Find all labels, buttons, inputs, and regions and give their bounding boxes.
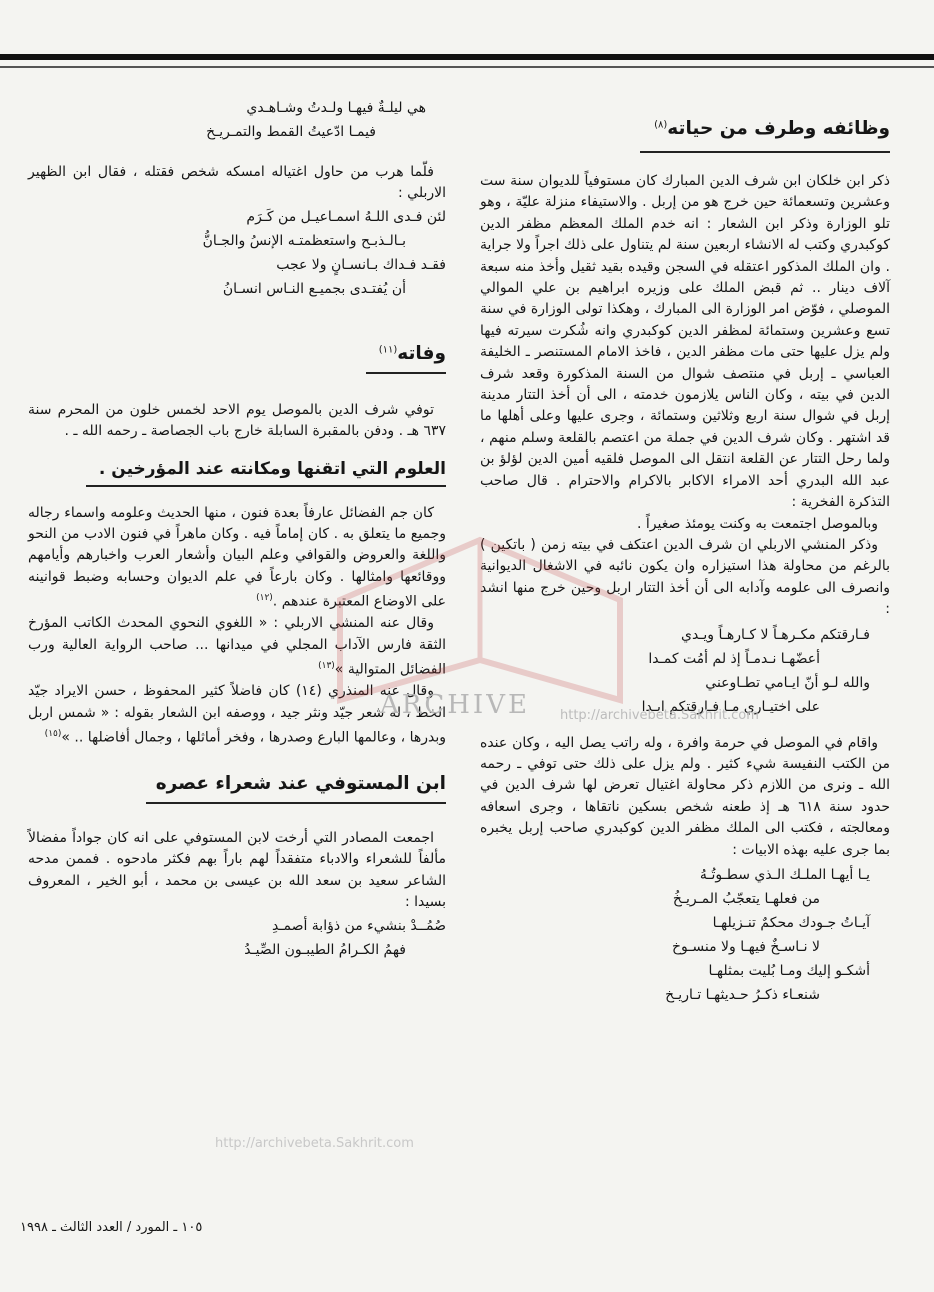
paragraph-text: كان جم الفضائل عارفاً بعدة فنون ، منها الحديث وعلومه واسماء رجاله وجميع ما يتعلق به . كان إماماً فيه . وكان ماهراً في فنون الادب من النحو واللغة والعروض والقوافي وعلم البيان وأشعار العرب واخبارهم وأيامهم ووقائعها وامثالها . وكان بارعاً في علم الديوان وحسابه وضبط قوانينه على الاوضاع المعتبرة عندهم . (28, 504, 446, 610)
heading-poets: ابن المستوفي عند شعراء عصره (155, 773, 446, 795)
footnote-ref: (١٣) (318, 661, 335, 672)
section-heading-death (28, 343, 446, 364)
watermark-url: http://archivebeta.Sakhrit.com (560, 708, 759, 723)
right-column (480, 112, 890, 1007)
heading-rule (640, 151, 890, 153)
verse-line: بـالـذبـح واستعظمتـه الإنسُ والجـانُّ (202, 232, 406, 249)
paragraph: واقام في الموصل في حرمة وافرة ، وله راتب يصل اليه ، وكان عنده من الكتب النفيسة شيء كثير . ولم يزل على ذلك حتى توفي ـ رحمه الله ـ ونرى من اللازم ذكر محاولة اغتيال تعرض لها شرف الدين في حدود سنة ٦١٨ هـ إذ طعنه شخص بسكين ناتقاها ، وجرى اسعافه ومعالجته ، فكتب الى الملك مظفر الدين كوكبدري صاحب إربل يخبره بما جرى عليه بهذه الابيات : (480, 734, 891, 858)
verse-line: آيـاتُ جـودك محكمٌ تنـزيلهـا (712, 914, 870, 931)
heading-duties: وظائفه وطرف من حياته (667, 118, 890, 139)
verse-line: يـا أيهـا الملـك الـذي سطـوتُـهُ (699, 866, 870, 883)
poem-block (480, 863, 890, 1007)
verse-line: أعضّهـا نـدمـاً إذ لم أمُت كمـدا (648, 650, 820, 667)
watermark-text: ARCHIVE (380, 690, 530, 720)
verse-line: على اختيـاري مـا فـارقتكم ابـدا (641, 698, 820, 715)
paragraph: وبالموصل اجتمعت به وكنت يومئذ صغيراً . (636, 515, 878, 532)
paragraph-text: وقال عنه المنذري (١٤) كان فاضلاً كثير المحفوظ ، حسن الايراد جيّد الخط ، له شعر جيّد ونثر جيد ، ووصفه ابن الشعار بقوله : « شمس اربل وبدرها ، وعالمها البارع وصدرها ، وفخر أماثلها ، وجمال أفاضلها .. » (28, 683, 446, 746)
poem-block (480, 623, 890, 719)
verse-line: والله لـو أنّ ايـامي تطـاوعني (705, 674, 870, 691)
verse-line: فـارقتكم مكـرهـاً لا كـارهـاً ويـدي (681, 626, 870, 643)
paragraph: فلّما هرب من حاول اغتياله امسكه شخص فقتله ، فقال ابن الظهير الاربلي : (28, 164, 446, 202)
verse-line: شنعـاء ذكـرُ حـديثهـا تـاريـخ (665, 986, 820, 1003)
heading-rule (366, 372, 446, 374)
heading-rule (146, 802, 446, 804)
verse-line: أن يُفتـدى بجميـع النـاس انسـانُ (222, 280, 406, 297)
verse-line: أشكـو إليك ومـا بُليت بمثلهـا (708, 962, 870, 979)
verse-line: فيمـا ادّعيتُ القمط والتمـريـخ (206, 124, 376, 140)
top-rule (0, 54, 934, 60)
verse-line: من فعلهـا يتعجّبُ المـريـخُ (672, 890, 820, 907)
paragraph: توفي شرف الدين بالموصل يوم الاحد لخمس خلون من المحرم سنة ٦٣٧ هـ . ودفن بالمقبرة السابلة خارج باب الجصاصة ـ رحمه الله ـ . (28, 401, 446, 440)
paragraph: ذكر ابن خلكان ابن شرف الدين المبارك كان مستوفياً للديوان سنة ست وعشرين وتسعمائة حين خرج هو من إربل . والاستيفاء منزلة عليّة ، وهو تلو الوزارة وذكر ابن الشعار : انه خدم الملك المعظم مظفر الدين كوكبدري وكتب له الانشاء اربعين سنة لم يتناول على ذلك اجراً ولا جراية . وان الملك المذكور اعتقله في السجن وقيده بقيد ثقيل وأخذ منه سبعة آلاف دينار .. ثم قبض الملك على وزيره ابراهيم بن علي الموالي الموصلي ، فوّض امر الوزارة الى المبارك ، وهكذا تولى الوزارة في سنة تسع وعشرين وستمائة لمظفر الدين كوكبدري وانه شُكرت سيرته فيها ولم يزل عليها حتى مات مظفر الدين ، فاخذ الامام المستنصر ـ الخليفة العباسي ـ إربل في منتصف شوال من السنة المذكورة وقعد شرف الدين في بيته ، وكان الناس يلازمون خدمته ، الى أن أخذ التتار مدينة إربل في شوال سنة اربع وثلاثين وستمائة ، وجرى عليها وعلى أهلها ما قد اشتهر . وكان شرف الدين في جملة من اعتصم بالقلعة وسلم منهم ، ولما رحل التتار عن القلعة انتقل الى الموصل فلقيه أمين الدين لؤلؤ بن عبد الله البدري أحد الامراء الاكابر بالاكرام والاحترام . قال صاحب التذكرة الفخرية : (480, 173, 890, 511)
heading-note: (٨) (654, 119, 668, 131)
poem-block (28, 96, 446, 144)
paragraph: وذكر المنشي الاربلي ان شرف الدين اعتكف في بيته زمن ( باتكين ) بالرغم من محاولة هذا استيزاره وان يكون نائبه في الاشغال الديوانية وانصرف الى علومه وآدابه الى أن أخذ التتار اربل وحين خرج منها انشد : (480, 536, 890, 618)
paragraph (28, 503, 446, 614)
watermark-url: http://archivebeta.Sakhrit.com (215, 1136, 414, 1151)
heading-rule (86, 485, 446, 487)
verse-line: فهمُ الكـرامُ الطيبـون الصِّيـدُ (244, 941, 406, 958)
poem-block (28, 205, 446, 301)
footnote-ref: (١٥) (44, 729, 62, 739)
paragraph-text: وقال عنه المنشي الاربلي : « اللغوي النحوي المحدث الكاتب المؤرخ الثقة فارس الآداب المجلي في ميدانها ... صاحب الرواية العالية ورب الفضائل المتوالية » (28, 615, 446, 678)
verse-line: صُمُــدْ بنشيء من ذؤابة أصمـدِ (272, 917, 446, 934)
poem-block (28, 914, 446, 962)
section-heading-duties (480, 118, 890, 139)
heading-note: (١١) (378, 344, 398, 356)
verse-line: فقـد فـداك بـانسـانٍ ولا عجب (276, 256, 446, 273)
page-footer: ١٠٥ ـ المورد / العدد الثالث ـ ١٩٩٨ (20, 1220, 203, 1235)
verse-line: هي ليلـةٌ فيهـا ولـدتُ وشـاهـدي (246, 100, 426, 116)
paragraph (28, 613, 446, 681)
verse-line: لا نـاسـخٌ فيهـا ولا منسـوخ (672, 938, 820, 955)
heading-sciences: العلوم التي اتقنها ومكانته عند المؤرخين . (98, 458, 446, 479)
footnote-ref: (١٢) (256, 593, 273, 604)
paragraph: اجمعت المصادر التي أرخت لابن المستوفي على انه كان جواداً مفضالاً مألفاً للشعراء والادباء متفقداً لهم باراً بهم فكثر مادحوه . فممن مدحه الشاعر سعيد بن سعد الله بن عيسى بن محمد ، أبو الخير ، المعروف بسيدا : (28, 830, 446, 911)
heading-death: وفاته (397, 342, 446, 364)
verse-line: لئن فـدى اللـهُ اسمـاعيـل من كَـرَم (246, 208, 446, 225)
top-rule-thin (0, 66, 934, 68)
left-column (28, 96, 446, 962)
